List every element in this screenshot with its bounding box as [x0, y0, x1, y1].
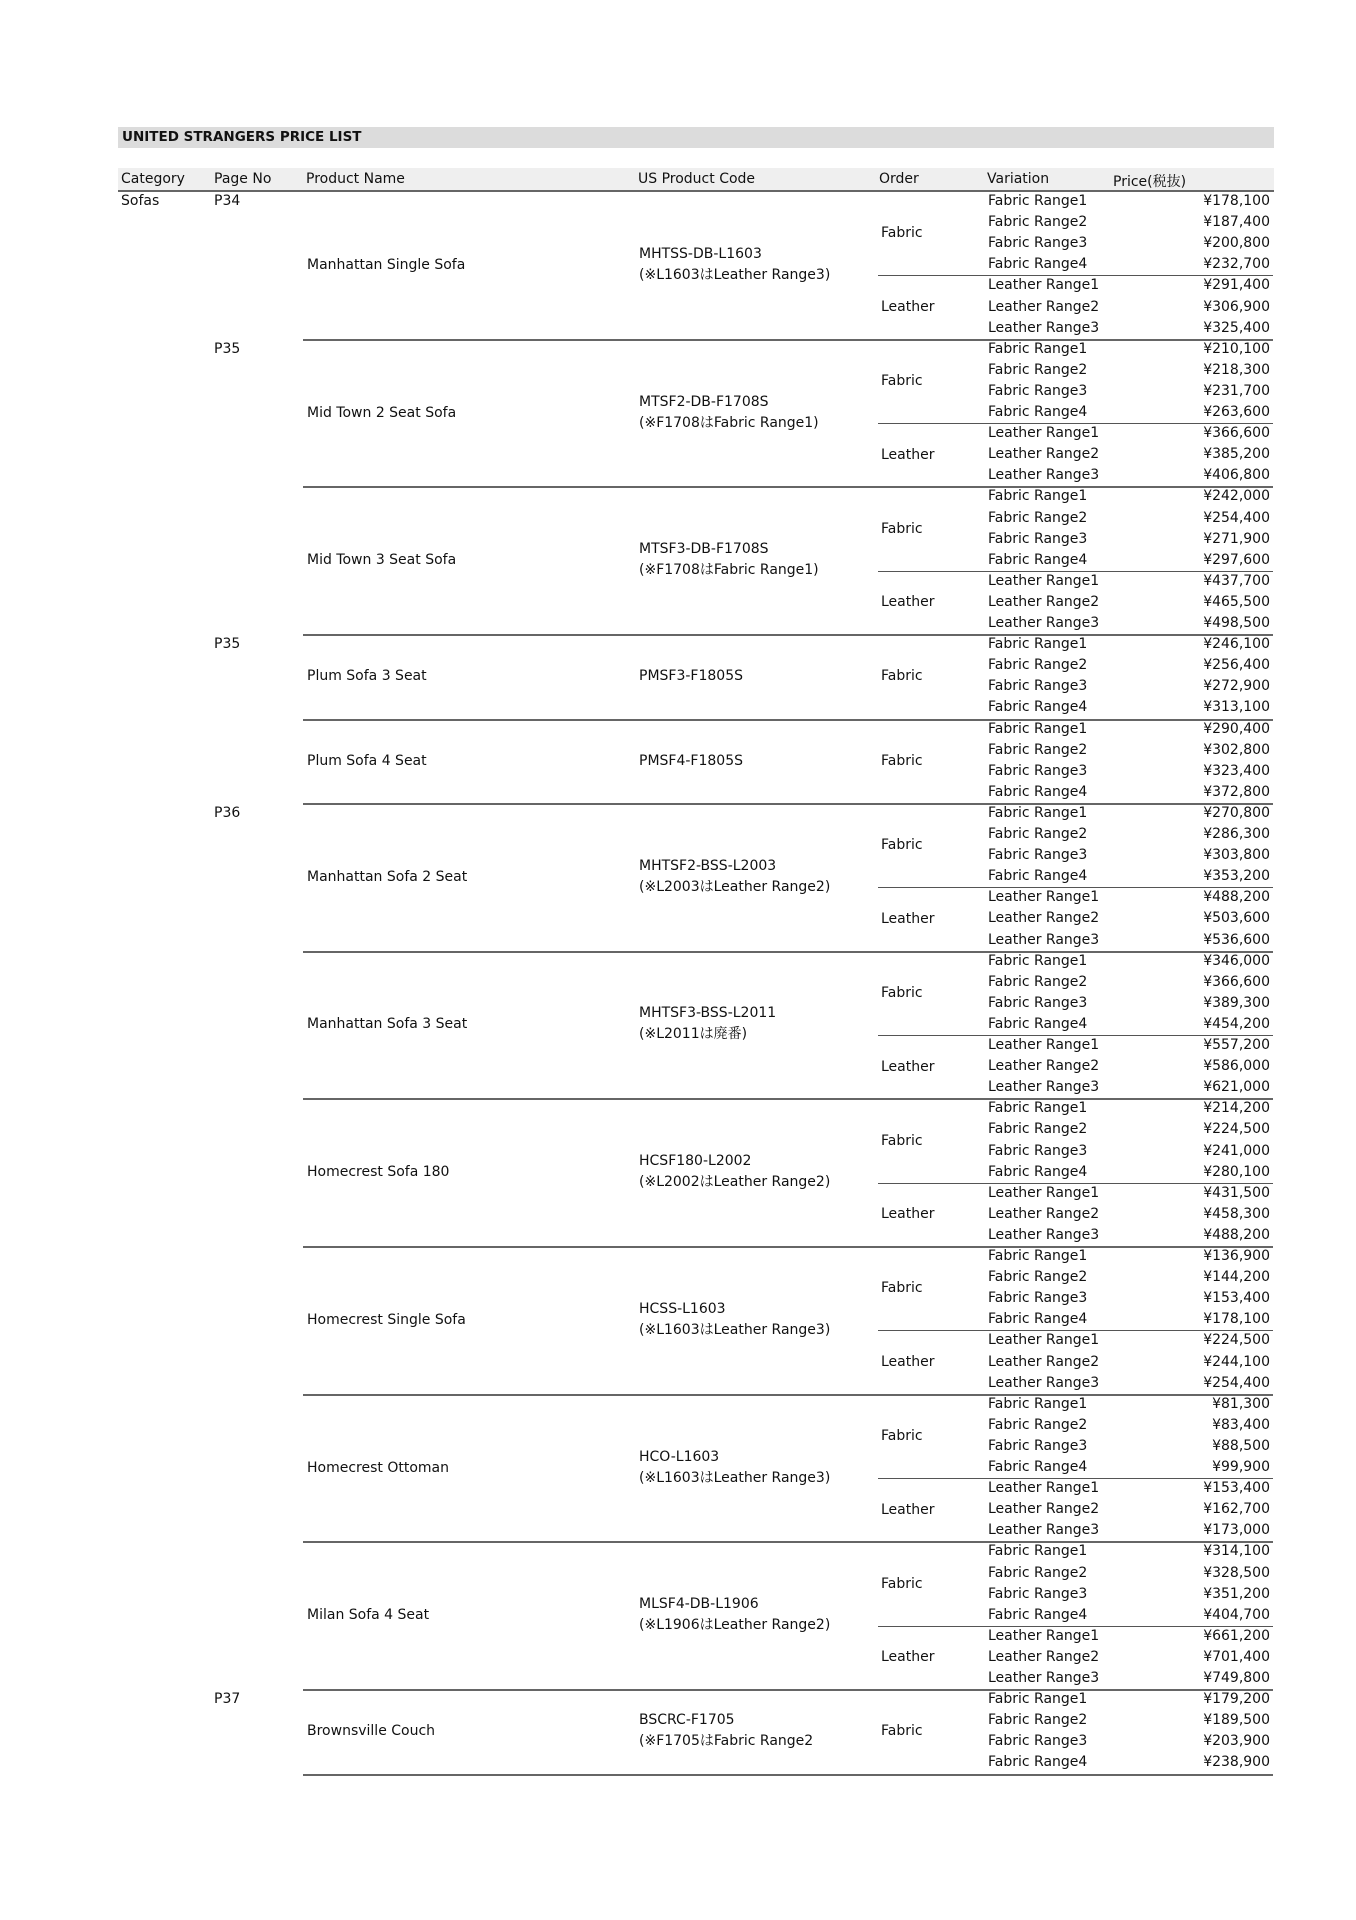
variation-cell: Fabric Range2: [988, 361, 1088, 378]
price-cell: ¥290,400: [1203, 720, 1270, 737]
variation-cell: Leather Range2: [988, 446, 1100, 463]
variation-cell: Leather Range2: [988, 1205, 1100, 1222]
header-price: Price(税抜): [1113, 174, 1187, 190]
price-cell: ¥162,700: [1203, 1501, 1270, 1518]
price-cell: ¥99,900: [1212, 1459, 1270, 1475]
price-list-title: UNITED STRANGERS PRICE LIST: [118, 127, 1274, 148]
product-code-cell: MHTSF3-BSS-L2011: [639, 1005, 777, 1022]
header-order: Order: [879, 171, 919, 187]
order-cell: Fabric: [881, 1575, 923, 1592]
product-code-note: (※L1906はLeather Range2): [639, 1617, 831, 1634]
price-cell: ¥458,300: [1203, 1205, 1270, 1222]
product-name-cell: Mid Town 2 Seat Sofa: [307, 404, 457, 421]
product-name-cell: Manhattan Sofa 3 Seat: [307, 1016, 468, 1033]
price-cell: ¥218,300: [1203, 361, 1270, 378]
variation-cell: Fabric Range1: [988, 1543, 1088, 1560]
price-cell: ¥178,100: [1203, 1311, 1270, 1328]
price-cell: ¥297,600: [1203, 551, 1270, 568]
order-cell: Fabric: [881, 225, 923, 242]
variation-cell: Leather Range3: [988, 1522, 1100, 1539]
price-cell: ¥200,800: [1203, 235, 1270, 252]
product-code-cell: MTSF2-DB-F1708S: [639, 393, 769, 410]
variation-cell: Leather Range1: [988, 277, 1100, 294]
product-code-cell: PMSF3-F1805S: [639, 668, 743, 685]
variation-cell: Fabric Range2: [988, 826, 1088, 842]
group-divider: [878, 275, 1273, 276]
variation-cell: Fabric Range3: [988, 1437, 1088, 1454]
product-code-note: (※F1705はFabric Range2: [639, 1733, 814, 1750]
product-code-note: (※L1603はLeather Range3): [639, 1469, 831, 1486]
variation-cell: Fabric Range4: [988, 1163, 1088, 1180]
price-cell: ¥231,700: [1203, 382, 1270, 399]
variation-cell: Fabric Range4: [988, 1015, 1088, 1032]
price-cell: ¥536,600: [1203, 931, 1270, 948]
price-cell: ¥238,900: [1203, 1754, 1270, 1771]
order-cell: Fabric: [881, 668, 923, 685]
variation-cell: Fabric Range3: [988, 994, 1088, 1011]
group-divider: [878, 887, 1273, 888]
header-page-no: Page No: [214, 171, 272, 187]
order-cell: Fabric: [881, 984, 923, 1001]
product-divider: [303, 951, 1273, 953]
price-cell: ¥323,400: [1203, 762, 1270, 779]
price-cell: ¥214,200: [1203, 1100, 1270, 1117]
product-code-cell: PMSF4-F1805S: [639, 752, 743, 769]
order-cell: Leather: [881, 1058, 935, 1075]
order-cell: Fabric: [881, 837, 923, 854]
variation-cell: Fabric Range3: [988, 678, 1088, 695]
price-cell: ¥244,100: [1203, 1353, 1270, 1370]
variation-cell: Fabric Range1: [988, 488, 1088, 505]
product-divider: [303, 1098, 1273, 1100]
product-divider: [303, 719, 1273, 721]
price-cell: ¥88,500: [1212, 1437, 1270, 1454]
price-cell: ¥242,000: [1203, 488, 1270, 505]
product-name-cell: Plum Sofa 3 Seat: [307, 668, 427, 685]
order-cell: Leather: [881, 446, 935, 463]
variation-cell: Fabric Range2: [988, 741, 1088, 758]
variation-cell: Fabric Range1: [988, 1691, 1088, 1708]
variation-cell: Leather Range2: [988, 1648, 1100, 1665]
variation-cell: Fabric Range4: [988, 1311, 1088, 1328]
order-cell: Fabric: [881, 520, 923, 537]
variation-cell: Fabric Range3: [988, 762, 1088, 779]
order-cell: Leather: [881, 1501, 935, 1518]
variation-cell: Leather Range1: [988, 1037, 1100, 1053]
variation-cell: Fabric Range3: [988, 530, 1088, 547]
price-cell: ¥232,700: [1203, 256, 1270, 273]
price-cell: ¥749,800: [1203, 1670, 1270, 1686]
variation-cell: Fabric Range4: [988, 868, 1088, 885]
order-cell: Fabric: [881, 752, 923, 769]
price-cell: ¥366,600: [1203, 425, 1270, 442]
price-cell: ¥144,200: [1203, 1269, 1270, 1286]
group-divider: [878, 1183, 1273, 1184]
price-cell: ¥465,500: [1203, 593, 1270, 610]
price-cell: ¥224,500: [1203, 1332, 1270, 1349]
variation-cell: Leather Range3: [988, 931, 1100, 948]
variation-cell: Fabric Range3: [988, 847, 1088, 864]
price-cell: ¥454,200: [1203, 1015, 1270, 1032]
variation-cell: Fabric Range1: [988, 1248, 1088, 1264]
header-us-product-code: US Product Code: [638, 171, 756, 187]
product-name-cell: Manhattan Sofa 2 Seat: [307, 868, 468, 885]
variation-cell: Leather Range1: [988, 425, 1100, 442]
variation-cell: Leather Range3: [988, 1374, 1100, 1391]
price-cell: ¥353,200: [1203, 868, 1270, 885]
category-cell: Sofas: [121, 193, 160, 209]
variation-cell: Fabric Range2: [988, 214, 1088, 231]
variation-cell: Fabric Range2: [988, 1416, 1088, 1433]
product-divider: [303, 1541, 1273, 1543]
variation-cell: Leather Range3: [988, 1226, 1100, 1243]
page-no-cell: P35: [214, 636, 241, 653]
variation-cell: Leather Range1: [988, 1332, 1100, 1349]
product-code-cell: HCSS-L1603: [639, 1300, 726, 1317]
price-cell: ¥557,200: [1203, 1037, 1270, 1053]
variation-cell: Leather Range1: [988, 572, 1100, 589]
order-cell: Leather: [881, 910, 935, 927]
variation-cell: Fabric Range4: [988, 1459, 1088, 1475]
variation-cell: Fabric Range2: [988, 1712, 1088, 1729]
product-code-cell: MTSF3-DB-F1708S: [639, 541, 769, 558]
variation-cell: Fabric Range1: [988, 1100, 1088, 1117]
page-no-cell: P34: [214, 193, 241, 209]
page-no-cell: P37: [214, 1691, 241, 1708]
price-cell: ¥81,300: [1212, 1395, 1270, 1412]
variation-cell: Fabric Range4: [988, 699, 1088, 716]
order-cell: Fabric: [881, 1132, 923, 1149]
product-name-cell: Homecrest Sofa 180: [307, 1164, 450, 1181]
price-cell: ¥306,900: [1203, 298, 1270, 315]
product-divider: [303, 1246, 1273, 1248]
product-divider: [303, 634, 1273, 636]
variation-cell: Leather Range2: [988, 1501, 1100, 1518]
variation-cell: Fabric Range1: [988, 804, 1088, 821]
product-divider: [303, 803, 1273, 805]
price-cell: ¥389,300: [1203, 994, 1270, 1011]
price-cell: ¥136,900: [1203, 1248, 1270, 1264]
header-category: Category: [121, 171, 185, 187]
product-divider: [303, 1394, 1273, 1396]
product-code-cell: MLSF4-DB-L1906: [639, 1596, 759, 1613]
order-cell: Fabric: [881, 1427, 923, 1444]
variation-cell: Fabric Range4: [988, 256, 1088, 273]
variation-cell: Fabric Range4: [988, 783, 1088, 800]
product-code-note: (※L2011は廃番): [639, 1026, 748, 1043]
variation-cell: Fabric Range1: [988, 340, 1088, 357]
variation-cell: Leather Range1: [988, 889, 1100, 906]
price-cell: ¥586,000: [1203, 1058, 1270, 1075]
product-name-cell: Plum Sofa 4 Seat: [307, 752, 427, 769]
group-divider: [878, 1478, 1273, 1479]
variation-cell: Fabric Range2: [988, 1121, 1088, 1138]
price-cell: ¥302,800: [1203, 741, 1270, 758]
price-cell: ¥328,500: [1203, 1564, 1270, 1581]
variation-cell: Leather Range2: [988, 1353, 1100, 1370]
product-code-note: (※L2003はLeather Range2): [639, 878, 831, 895]
variation-cell: Fabric Range3: [988, 235, 1088, 252]
price-cell: ¥488,200: [1203, 1226, 1270, 1243]
variation-cell: Leather Range3: [988, 1079, 1100, 1096]
price-cell: ¥256,400: [1203, 657, 1270, 674]
product-code-note: (※L2002はLeather Range2): [639, 1174, 831, 1191]
order-cell: Leather: [881, 299, 935, 316]
product-code-note: (※L1603はLeather Range3): [639, 266, 831, 283]
price-cell: ¥272,900: [1203, 678, 1270, 695]
variation-cell: Fabric Range4: [988, 551, 1088, 568]
variation-cell: Leather Range3: [988, 1670, 1100, 1686]
product-name-cell: Milan Sofa 4 Seat: [307, 1607, 430, 1624]
price-cell: ¥178,100: [1203, 193, 1270, 209]
product-name-cell: Homecrest Single Sofa: [307, 1311, 466, 1328]
price-cell: ¥203,900: [1203, 1733, 1270, 1750]
group-divider: [878, 1035, 1273, 1036]
price-cell: ¥173,000: [1203, 1522, 1270, 1539]
order-cell: Leather: [881, 1354, 935, 1371]
price-cell: ¥621,000: [1203, 1079, 1270, 1096]
group-divider: [878, 571, 1273, 572]
product-divider: [303, 1689, 1273, 1691]
variation-cell: Leather Range3: [988, 467, 1100, 484]
price-cell: ¥280,100: [1203, 1163, 1270, 1180]
order-cell: Fabric: [881, 1280, 923, 1297]
variation-cell: Fabric Range1: [988, 193, 1088, 209]
price-cell: ¥431,500: [1203, 1184, 1270, 1201]
variation-cell: Fabric Range2: [988, 1564, 1088, 1581]
price-cell: ¥314,100: [1203, 1543, 1270, 1560]
group-divider: [878, 1626, 1273, 1627]
variation-cell: Fabric Range2: [988, 657, 1088, 674]
price-cell: ¥503,600: [1203, 910, 1270, 927]
variation-cell: Fabric Range4: [988, 1606, 1088, 1623]
product-divider: [303, 1774, 1273, 1776]
variation-cell: Leather Range2: [988, 1058, 1100, 1075]
product-code-cell: BSCRC-F1705: [639, 1712, 735, 1729]
price-cell: ¥83,400: [1212, 1416, 1270, 1433]
price-cell: ¥437,700: [1203, 572, 1270, 589]
group-divider: [878, 423, 1273, 424]
price-cell: ¥404,700: [1203, 1606, 1270, 1623]
variation-cell: Leather Range1: [988, 1184, 1100, 1201]
price-cell: ¥325,400: [1203, 319, 1270, 336]
variation-cell: Fabric Range1: [988, 952, 1088, 969]
price-cell: ¥346,000: [1203, 952, 1270, 969]
price-cell: ¥224,500: [1203, 1121, 1270, 1138]
header-product-name: Product Name: [306, 171, 405, 187]
price-cell: ¥271,900: [1203, 530, 1270, 547]
product-divider: [303, 339, 1273, 341]
product-code-cell: HCSF180-L2002: [639, 1153, 752, 1170]
variation-cell: Fabric Range4: [988, 1754, 1088, 1771]
variation-cell: Fabric Range1: [988, 720, 1088, 737]
price-cell: ¥313,100: [1203, 699, 1270, 716]
variation-cell: Fabric Range4: [988, 404, 1088, 420]
variation-cell: Leather Range1: [988, 1480, 1100, 1497]
variation-cell: Fabric Range3: [988, 1733, 1088, 1750]
variation-cell: Fabric Range1: [988, 1395, 1088, 1412]
header-variation: Variation: [987, 171, 1050, 187]
variation-cell: Fabric Range3: [988, 1585, 1088, 1602]
variation-cell: Leather Range1: [988, 1627, 1100, 1644]
price-cell: ¥385,200: [1203, 446, 1270, 463]
price-cell: ¥303,800: [1203, 847, 1270, 864]
price-cell: ¥406,800: [1203, 467, 1270, 484]
price-cell: ¥488,200: [1203, 889, 1270, 906]
price-cell: ¥246,100: [1203, 636, 1270, 653]
variation-cell: Leather Range3: [988, 319, 1100, 336]
price-cell: ¥366,600: [1203, 973, 1270, 990]
page-no-cell: P36: [214, 804, 241, 821]
price-cell: ¥270,800: [1203, 804, 1270, 821]
variation-cell: Leather Range2: [988, 298, 1100, 315]
order-cell: Leather: [881, 1206, 935, 1223]
variation-cell: Fabric Range3: [988, 1290, 1088, 1307]
variation-cell: Leather Range3: [988, 615, 1100, 631]
product-name-cell: Brownsville Couch: [307, 1723, 436, 1740]
variation-cell: Fabric Range2: [988, 973, 1088, 990]
product-code-cell: MHTSF2-BSS-L2003: [639, 857, 777, 874]
price-cell: ¥179,200: [1203, 1691, 1270, 1708]
price-cell: ¥254,400: [1203, 509, 1270, 526]
price-cell: ¥189,500: [1203, 1712, 1270, 1729]
group-divider: [878, 1330, 1273, 1331]
price-cell: ¥286,300: [1203, 826, 1270, 842]
price-cell: ¥153,400: [1203, 1290, 1270, 1307]
page-no-cell: P35: [214, 340, 241, 357]
product-name-cell: Homecrest Ottoman: [307, 1459, 449, 1476]
price-cell: ¥241,000: [1203, 1142, 1270, 1159]
product-name-cell: Mid Town 3 Seat Sofa: [307, 552, 457, 569]
order-cell: Leather: [881, 594, 935, 611]
product-code-cell: MHTSS-DB-L1603: [639, 245, 762, 262]
price-cell: ¥498,500: [1203, 615, 1270, 631]
product-code-note: (※F1708はFabric Range1): [639, 562, 819, 579]
order-cell: Fabric: [881, 372, 923, 389]
order-cell: Fabric: [881, 1723, 923, 1740]
product-divider: [303, 486, 1273, 488]
price-cell: ¥210,100: [1203, 340, 1270, 357]
product-name-cell: Manhattan Single Sofa: [307, 256, 466, 273]
price-cell: ¥351,200: [1203, 1585, 1270, 1602]
variation-cell: Fabric Range2: [988, 509, 1088, 526]
variation-cell: Fabric Range2: [988, 1269, 1088, 1286]
price-cell: ¥187,400: [1203, 214, 1270, 231]
variation-cell: Fabric Range3: [988, 1142, 1088, 1159]
price-cell: ¥263,600: [1203, 404, 1270, 420]
product-code-cell: HCO-L1603: [639, 1448, 720, 1465]
variation-cell: Fabric Range3: [988, 382, 1088, 399]
price-cell: ¥291,400: [1203, 277, 1270, 294]
price-cell: ¥153,400: [1203, 1480, 1270, 1497]
price-cell: ¥372,800: [1203, 783, 1270, 800]
variation-cell: Leather Range2: [988, 910, 1100, 927]
variation-cell: Fabric Range1: [988, 636, 1088, 653]
variation-cell: Leather Range2: [988, 593, 1100, 610]
order-cell: Leather: [881, 1649, 935, 1666]
product-code-note: (※L1603はLeather Range3): [639, 1321, 831, 1338]
price-cell: ¥254,400: [1203, 1374, 1270, 1391]
price-cell: ¥701,400: [1203, 1648, 1270, 1665]
product-code-note: (※F1708はFabric Range1): [639, 414, 819, 431]
price-cell: ¥661,200: [1203, 1627, 1270, 1644]
